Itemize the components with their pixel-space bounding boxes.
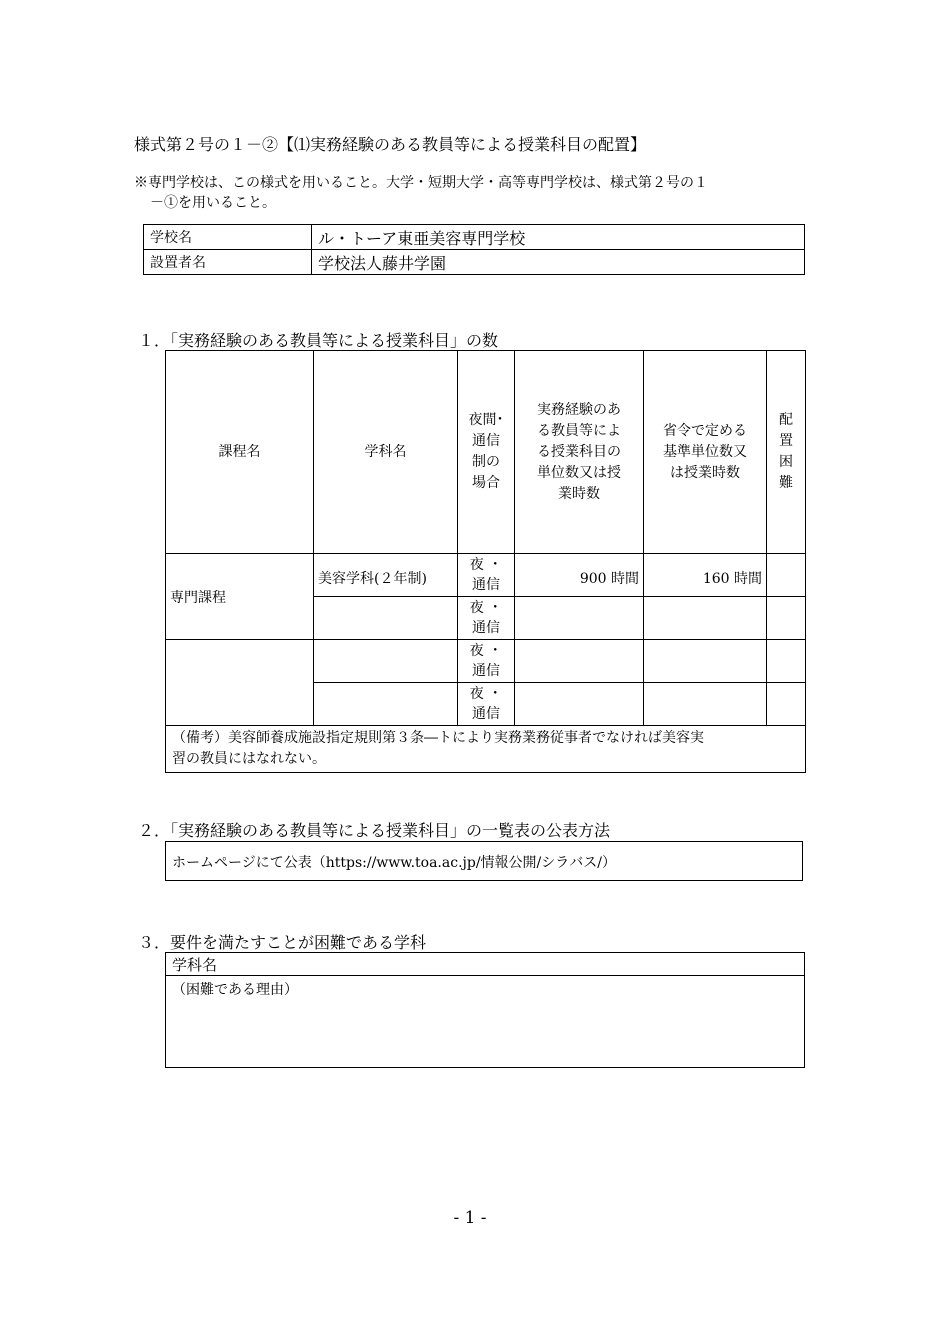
- practical-hours-cell: [515, 597, 644, 640]
- required-hours-cell: 160 時間: [644, 554, 767, 597]
- table-row: [166, 640, 806, 683]
- difficulty-cell: [767, 683, 806, 726]
- difficulty-cell: [767, 554, 806, 597]
- required-header-line: は授業時数: [670, 464, 740, 481]
- remarks-line: （備考）美容師養成施設指定規則第３条―トにより実務業務従事者でなければ美容実: [172, 730, 704, 746]
- night-cell-line: 夜 ・: [469, 600, 503, 616]
- department-label-row: [166, 953, 805, 976]
- required-hours-cell: [644, 683, 767, 726]
- difficult-department-table: [165, 952, 805, 1068]
- practical-header-line: る教員等によ: [537, 422, 621, 439]
- founder-label: 設置者名: [144, 250, 312, 275]
- difficulty-cell: [767, 640, 806, 683]
- difficulty-header-line: 配: [779, 412, 793, 428]
- reason-cell: （困難である理由）: [166, 976, 805, 1068]
- publication-method-box: ホームページにて公表（https://www.toa.ac.jp/情報公開/シラバス/）: [165, 841, 803, 881]
- night-cell: [458, 683, 515, 726]
- night-cell: [458, 597, 515, 640]
- night-cell-line: 通信: [472, 706, 500, 722]
- difficulty-header-line: 難: [779, 475, 793, 491]
- practical-hours-cell: [515, 640, 644, 683]
- practical-header-line: 実務経験のあ: [537, 401, 621, 418]
- department-cell: [314, 597, 458, 640]
- remarks-cell: [166, 726, 806, 773]
- school-name-label: 学校名: [144, 225, 312, 250]
- remarks-line: 習の教員にはなれない。: [172, 751, 326, 767]
- reason-row: [166, 976, 805, 1068]
- school-name-value: ル・トーア東亜美容専門学校: [312, 225, 805, 250]
- section3-heading: ３．要件を満たすことが困難である学科: [138, 933, 427, 952]
- school-name-row: [144, 225, 805, 250]
- required-header-line: 基準単位数又: [663, 443, 747, 460]
- night-cell-line: 通信: [472, 577, 500, 593]
- night-cell-line: 通信: [472, 620, 500, 636]
- usage-note-line1: ※専門学校は、この様式を用いること。大学・短期大学・高等専門学校は、様式第２号の１: [134, 175, 708, 191]
- night-header-line: 夜間･: [468, 412, 504, 428]
- night-cell-line: 夜 ・: [469, 557, 503, 573]
- section2-heading: ２．「実務経験のある教員等による授業科目」の一覧表の公表方法: [138, 821, 611, 840]
- form-title: 様式第２号の１－②【⑴実務経験のある教員等による授業科目の配置】: [134, 135, 647, 154]
- difficulty-header-line: 置: [779, 433, 793, 449]
- usage-note-line2: －①を用いること。: [150, 195, 276, 211]
- department-cell: 美容学科(２年制): [314, 554, 458, 597]
- page-number: - 1 -: [453, 1208, 487, 1228]
- course-cell: [166, 640, 314, 726]
- practical-hours-cell: 900 時間: [515, 554, 644, 597]
- practical-courses-table: [165, 350, 806, 773]
- night-header-line: 通信: [472, 433, 500, 449]
- col-department-name: 学科名: [314, 351, 458, 554]
- night-cell: [458, 554, 515, 597]
- remarks-row: [166, 726, 806, 773]
- practical-header-line: 業時数: [558, 485, 600, 502]
- required-header-line: 省令で定める: [663, 422, 747, 439]
- night-cell-line: 夜 ・: [469, 686, 503, 702]
- difficulty-header-line: 困: [779, 454, 793, 470]
- night-header-line: 場合: [472, 475, 500, 491]
- section1-heading: １．「実務経験のある教員等による授業科目」の数: [138, 331, 499, 350]
- founder-value: 学校法人藤井学園: [312, 250, 805, 275]
- practical-hours-cell: [515, 683, 644, 726]
- col-course-name: 課程名: [166, 351, 314, 554]
- department-cell: [314, 683, 458, 726]
- table-row: [166, 554, 806, 597]
- col-practical-units: [515, 351, 644, 554]
- practical-header-line: る授業科目の: [537, 443, 621, 460]
- night-cell-line: 夜 ・: [469, 643, 503, 659]
- night-header-line: 制の: [472, 454, 500, 470]
- col-required-units: [644, 351, 767, 554]
- course-cell: 専門課程: [166, 554, 314, 640]
- col-placement-difficulty: [767, 351, 806, 554]
- department-cell: [314, 640, 458, 683]
- required-hours-cell: [644, 640, 767, 683]
- required-hours-cell: [644, 597, 767, 640]
- difficulty-cell: [767, 597, 806, 640]
- department-label: 学科名: [166, 953, 805, 976]
- night-cell-line: 通信: [472, 663, 500, 679]
- founder-row: [144, 250, 805, 275]
- practical-header-line: 単位数又は授: [537, 464, 621, 481]
- col-night-correspondence: [458, 351, 515, 554]
- school-info-table: [143, 224, 805, 275]
- night-cell: [458, 640, 515, 683]
- table-header-row: [166, 351, 806, 554]
